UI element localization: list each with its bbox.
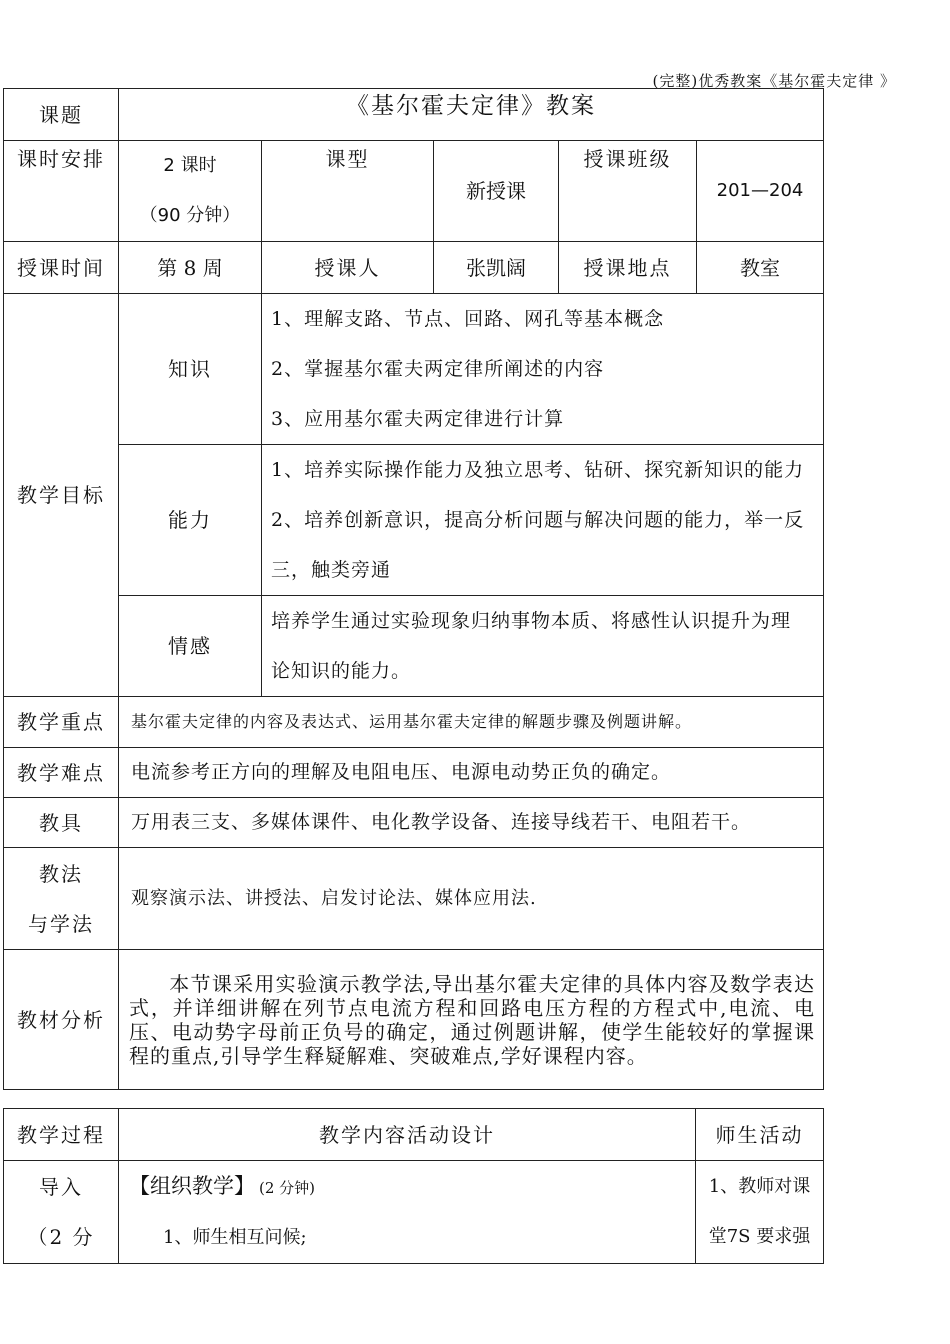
teacher-value: 张凯阔: [434, 242, 559, 294]
process-activity-line-2: 堂7S 要求强: [708, 1226, 811, 1247]
analysis-value: [119, 950, 824, 1090]
knowledge-item: 2、掌握基尔霍夫两定律所阐述的内容: [271, 358, 605, 380]
objectives-label: 教学目标: [4, 294, 119, 697]
time-value: 第 8 周: [119, 242, 262, 294]
tools-label: 教具: [4, 798, 119, 848]
process-section-time: (2 分钟): [259, 1179, 316, 1197]
title-label: 课题: [4, 89, 119, 141]
schedule-minutes: （90 分钟）: [139, 205, 241, 226]
difficulties-value: 电流参考正方向的理解及电阻电压、电源电动势正负的确定。: [119, 748, 824, 798]
methods-label-line-2: 与学法: [28, 911, 94, 936]
process-section-title: 【组织教学】: [129, 1174, 255, 1198]
class-value: 201—204: [697, 141, 824, 242]
ability-label: 能力: [119, 445, 262, 596]
process-stage-line-1: 导入: [39, 1175, 83, 1199]
process-activity-line-1: 1、教师对课: [708, 1176, 811, 1197]
tools-value: 万用表三支、多媒体课件、电化教学设备、连接导线若干、电阻若干。: [119, 798, 824, 848]
schedule-label: 课时安排: [4, 141, 119, 242]
key-points-label: 教学重点: [4, 697, 119, 748]
analysis-label: 教材分析: [4, 950, 119, 1090]
process-col2-header: 教学内容活动设计: [119, 1109, 696, 1161]
process-stage: [4, 1161, 119, 1264]
class-label: 授课班级: [559, 141, 697, 242]
type-value: 新授课: [434, 141, 559, 242]
emotion-label: 情感: [119, 596, 262, 697]
ability-items: [262, 445, 824, 596]
ability-line: 2、培养创新意识，提高分析问题与解决问题的能力，举一反: [271, 509, 805, 531]
lesson-title: 《基尔霍夫定律》教案: [119, 89, 824, 141]
emotion-line: 论知识的能力。: [271, 660, 412, 682]
methods-label: [4, 848, 119, 950]
process-section-heading: [129, 1161, 695, 1213]
page-header-note: (完整)优秀教案《基尔霍夫定律 》: [652, 72, 896, 90]
place-label: 授课地点: [559, 242, 697, 294]
emotion-items: [262, 596, 824, 697]
teacher-label: 授课人: [262, 242, 434, 294]
knowledge-items: [262, 294, 824, 445]
emotion-line: 培养学生通过实验现象归纳事物本质、将感性认识提升为理: [271, 610, 792, 632]
difficulties-label: 教学难点: [4, 748, 119, 798]
methods-value: 观察演示法、讲授法、启发讨论法、媒体应用法.: [119, 848, 824, 950]
process-col3-header: 师生活动: [696, 1109, 824, 1161]
type-label: 课型: [262, 141, 434, 242]
ability-line: 1、培养实际操作能力及独立思考、钻研、探究新知识的能力: [271, 459, 805, 481]
process-activity: [696, 1161, 824, 1264]
process-col1-header: 教学过程: [4, 1109, 119, 1161]
lesson-plan-table: [3, 88, 824, 1090]
process-item: 1、师生相互问候;: [163, 1227, 307, 1248]
knowledge-label: 知识: [119, 294, 262, 445]
schedule-value: [119, 141, 262, 242]
knowledge-item: 3、应用基尔霍夫两定律进行计算: [271, 408, 565, 430]
time-label: 授课时间: [4, 242, 119, 294]
schedule-hours: 2 课时: [163, 155, 217, 176]
analysis-text: 本节课采用实验演示教学法,导出基尔霍夫定律的具体内容及数学表达式，并详细讲解在列节点电流方程和回路电压方程的方程式中,电流、电压、电动势字母前正负号的确定，通过例题讲解，使学生能较好的掌握课程的重点,引导学生释疑解难、突破难点,学好课程内容。: [129, 971, 816, 1068]
methods-label-line-1: 教法: [39, 861, 83, 886]
key-points-value: 基尔霍夫定律的内容及表达式、运用基尔霍夫定律的解题步骤及例题讲解。: [119, 697, 824, 748]
place-value: 教室: [697, 242, 824, 294]
process-content: [119, 1161, 696, 1264]
ability-line: 三，触类旁通: [271, 559, 392, 581]
teaching-process-table: [3, 1108, 824, 1264]
process-stage-line-2: （2 分: [27, 1225, 95, 1249]
knowledge-item: 1、理解支路、节点、回路、网孔等基本概念: [271, 308, 665, 330]
